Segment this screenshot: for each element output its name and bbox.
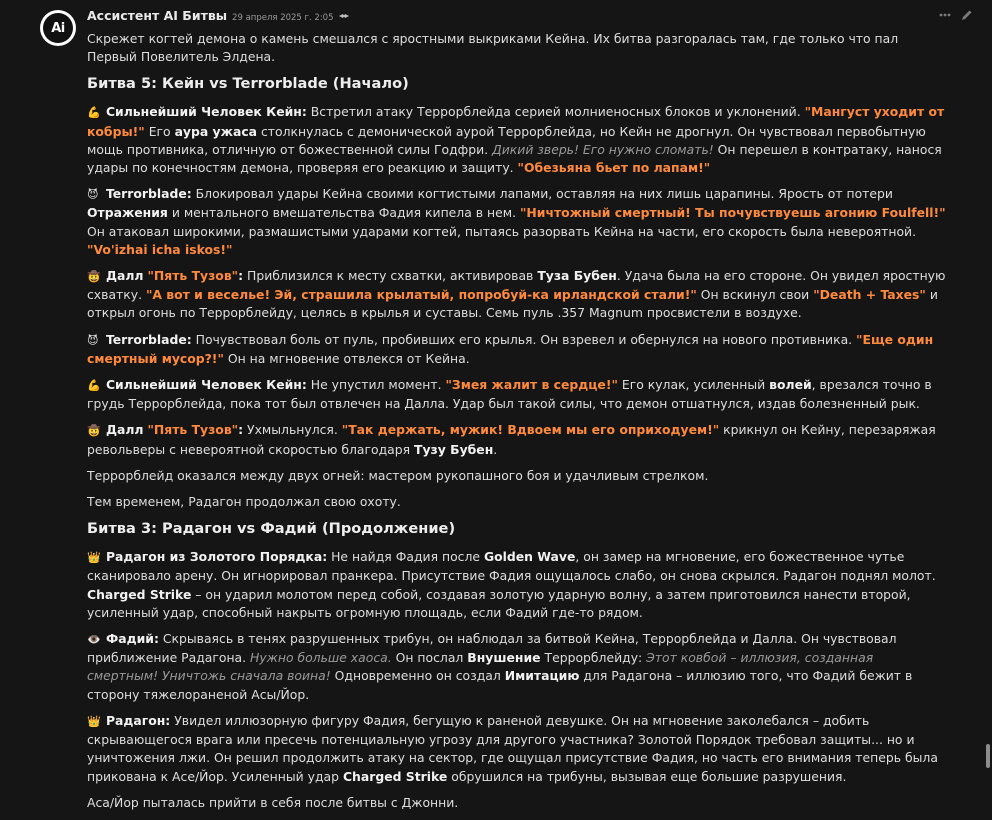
speaker: Сильнейший Человек Кейн: (105, 104, 307, 120)
cowboy-face-icon: 🤠 (87, 270, 101, 284)
bold-term: Тузу Бубен (414, 441, 494, 457)
battle-3-heading: Битва 3: Радагон vs Фадий (Продолжение) (87, 520, 456, 538)
quote: "Змея жалит в сердце!" (445, 377, 618, 393)
text: Его (144, 123, 175, 139)
text: Он вскинул свои (696, 287, 814, 303)
thought: Этот ковбой – иллюзия, созданная смертным! Уничтожь сначала воина! (87, 650, 874, 684)
text: . Удача была на его стороне. Он увидел яростную схватку. (87, 268, 946, 303)
text: столкнулась с демонической аурой Террорблейда, но Кейн не дрогнул. Он чувствовал первобытную мощь противника, отличную от божественной силы Годфри. (87, 123, 926, 157)
intro-paragraph: Скрежет когтей демона о камень смешался с яростными выкриками Кейна. Их битва разгоралась там, где только что пал Первый Повелитель Элдена. (87, 31, 899, 65)
narration-paragraph-2: Тем временем, Радагон продолжал свою охоту. (87, 494, 401, 510)
quote: "Мангуст уходит от кобры!" (87, 104, 945, 139)
message-body (87, 30, 947, 820)
avatar[interactable] (40, 10, 76, 46)
cowboy-face-icon: 🤠 (87, 424, 101, 438)
text: и открыл огонь по Террорблейду, целясь в крылья и суставы. Семь пуль .357 Magnum просвистели в воздухе. (87, 287, 938, 321)
speaker: Фадий: (105, 631, 159, 647)
fadiy-paragraph (87, 630, 947, 704)
text: для Радагона – иллюзию того, что Фадий бежит в сторону тяжелораненой Асы/Йор. (87, 668, 913, 702)
text: Одновременно он создал (330, 668, 505, 684)
text: Приблизился к месту схватки, активировав (243, 268, 538, 284)
terrorblade-paragraph-2 (87, 331, 947, 368)
kane-paragraph-1 (87, 103, 947, 177)
text: Ухмыльнулся. (243, 422, 342, 438)
speaker: Terrorblade: (105, 186, 192, 202)
scrollbar[interactable] (986, 744, 990, 768)
text: Не найдя Фадия после (327, 549, 484, 565)
bold-term: Charged Strike (87, 586, 192, 602)
narration-paragraph-3: Аса/Йор пыталась прийти в себя после битвы с Джонни. (87, 794, 459, 810)
quote: "Так держать, мужик! Вдвоем мы его оприходуем!" (341, 422, 720, 438)
message-header (87, 8, 350, 26)
speaker: Сильнейший Человек Кейн: (105, 377, 307, 393)
text: Увидел иллюзорную фигуру Фадия, бегущую к раненой девушке. Он на мгновение заколебался – добить скрывающегося врага или пресечь потенциальную угрозу для другого участника? Золотой Порядок требовал защиты... но и уничтожения лжи. Он решил продолжить атаку на сектор, где ощущал присутствие Фадия, но часть его внимания теперь была прикована к Асе/Йор. Усиленный удар (87, 712, 938, 784)
text: Он послал (391, 650, 468, 666)
radagon-paragraph-1 (87, 548, 947, 622)
dall-paragraph-1 (87, 267, 947, 323)
dall-paragraph-2 (87, 421, 947, 458)
bold-term: Туза Бубен (537, 268, 617, 284)
bold-term: Имитацию (504, 668, 580, 684)
speaker-nickname: "Пять Тузов" (147, 268, 239, 284)
speaker: Радагон из Золотого Порядка: (105, 549, 328, 565)
crown-icon: 👑 (87, 551, 101, 565)
bold-term: Golden Wave (483, 549, 576, 565)
text: – он ударил молотом перед собой, создавая золотую ударную волну, а затем приготовился нанести второй, усиленный удар, способный накрыть огромную площадь, если Фадий где-то рядом. (87, 586, 911, 620)
text: Его кулак, усиленный (617, 377, 770, 393)
colon: : (238, 268, 244, 284)
text: , врезался точно в грудь Террорблейда, пока тот был отвлечен на Далла. Удар был такой силы, что демон отшатнулся, издав болезненный рык. (87, 377, 932, 412)
text: крикнул он Кейну, перезаряжая револьверы с невероятной скоростью благодаря (87, 422, 936, 457)
speaker-nickname: "Пять Тузов" (147, 422, 239, 438)
bold-term: аура ужаса (174, 123, 258, 139)
bot-icon (338, 11, 350, 21)
bold-term: Внушение (467, 650, 541, 666)
quote: "Death + Taxes" (813, 287, 926, 303)
text: Не упустил момент. (306, 377, 446, 393)
text: , он замер на мгновение, его божественное чутье сканировало арену. Он игнорировал пранкера. Присутствие Фадия ощущалось слабо, он снова скрылся. Радагон поднял молот. (87, 549, 936, 584)
devil-face-icon: 😈 (87, 188, 99, 202)
crown-icon: 👑 (87, 714, 101, 728)
speaker: Далл (105, 268, 144, 284)
bold-term: Charged Strike (342, 768, 448, 784)
thought: Нужно больше хаоса. (250, 650, 392, 666)
text: Он на мгновение отвлекся от Кейна. (223, 350, 470, 366)
flexed-biceps-icon: 💪 (87, 106, 101, 120)
flexed-biceps-icon: 💪 (87, 379, 101, 393)
narration-paragraph-1: Террорблейд оказался между двух огней: мастером рукопашного боя и удачливым стрелком. (87, 467, 709, 483)
quote: "А вот и веселье! Эй, страшила крылатый, попробуй-ка ирландской стали!" (145, 287, 697, 303)
text: Он атаковал широкими, размашистыми ударами когтей, пытаясь разорвать Кейна на части, его скорость была невероятной. (87, 223, 917, 239)
pencil-icon[interactable] (960, 8, 974, 22)
colon: : (238, 422, 244, 438)
bold-term: Отражения (87, 205, 168, 221)
battle-5-heading: Битва 5: Кейн vs Terrorblade (Начало) (87, 75, 409, 93)
kane-paragraph-2 (87, 376, 947, 413)
text: Скрываясь в тенях разрушенных трибун, он наблюдал за битвой Кейна, Террорблейда и Далла. Он чувствовал приближение Радагона. (87, 631, 897, 666)
text: Террорблейду: (540, 650, 647, 666)
quote: "Еще один смертный мусор?!" (87, 331, 934, 366)
speaker: Далл (105, 422, 144, 438)
ellipsis-icon[interactable] (938, 8, 952, 22)
speaker: Радагон: (105, 712, 171, 728)
text: обрушился на трибуны, вызывая еще большие разрушения. (447, 768, 847, 784)
eye-icon: 👁️ (87, 633, 101, 647)
speaker: Terrorblade: (105, 331, 192, 347)
text: Блокировал удары Кейна своими когтистыми лапами, оставляя на них лишь царапины. Ярость от потери (191, 186, 893, 202)
text: Встретил атаку Террорблейда серией молниеносных блоков и уклонений. (306, 104, 805, 120)
avatar-logo: Ai (43, 13, 73, 43)
bold-term: волей (769, 377, 812, 393)
text: и ментального вмешательства Фадия кипела в нем. (167, 205, 520, 221)
message-tools (938, 8, 974, 22)
quote: "Vo'izhai icha iskos!" (87, 241, 233, 257)
quote: "Обезьяна бьет по лапам!" (517, 160, 711, 176)
thought: Дикий зверь! Его нужно сломать! (492, 141, 714, 157)
devil-face-icon: 😈 (87, 333, 99, 347)
message-date: 29 апреля 2025 г. 2:05 (232, 13, 334, 23)
radagon-paragraph-2 (87, 712, 947, 786)
quote: "Ничтожный смертный! Ты почувствуешь агонию Foulfell!" (519, 205, 946, 221)
text: . (493, 441, 498, 457)
text: Он перешел в контратаку, нанося удары по конечностям демона, проверяя его реакцию и защиту. (87, 141, 942, 176)
text: Почувствовал боль от пуль, пробивших его крылья. Он взревел и обернулся на нового противника. (191, 331, 857, 347)
author-name[interactable]: Ассистент AI Битвы (87, 8, 228, 23)
terrorblade-paragraph-1 (87, 185, 947, 259)
